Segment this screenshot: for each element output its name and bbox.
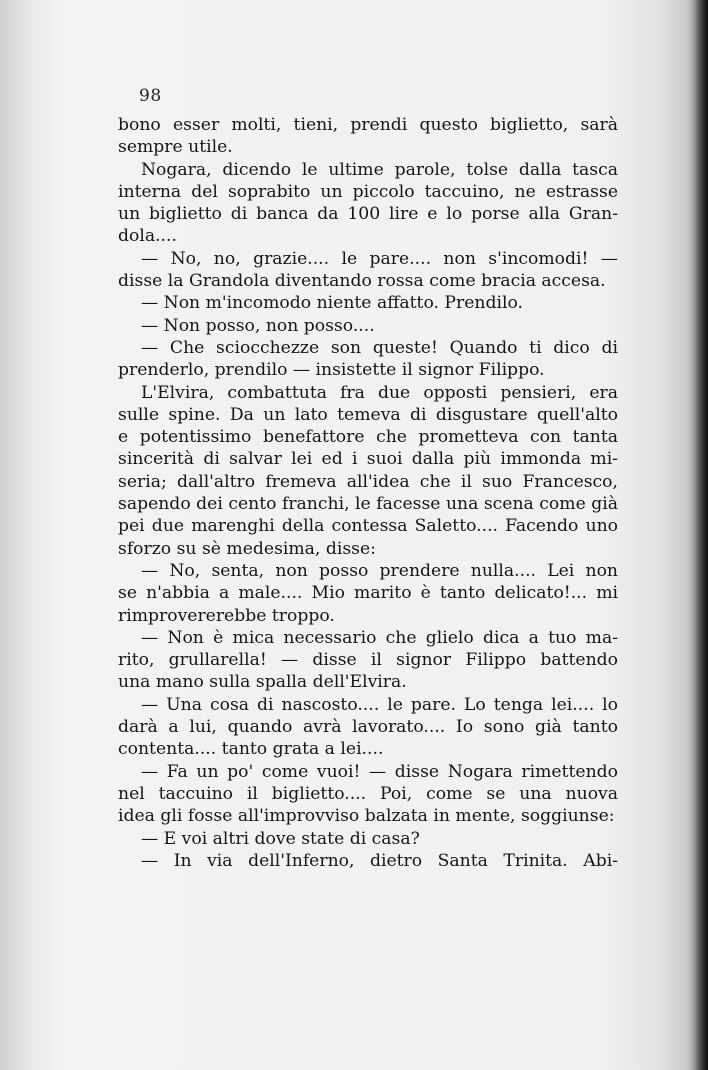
text-line: idea gli fosse all'improvviso balzata in mente, soggiunse: bbox=[118, 806, 615, 827]
text-line: — Una cosa di nascosto.... le pare. Lo tenga lei.... lo bbox=[141, 694, 618, 715]
text-line: un biglietto di banca da 100 lire e lo porse alla Gran- bbox=[118, 204, 618, 225]
text-line: — Che sciocchezze son queste! Quando ti dico di bbox=[141, 337, 618, 358]
text-line: sincerità di salvar lei ed i suoi dalla più immonda mi- bbox=[118, 449, 618, 470]
text-line: e potentissimo benefattore che prometteva con tanta bbox=[118, 427, 618, 448]
page-text bbox=[118, 114, 618, 872]
text-line: pei due marenghi della contessa Saletto.... Facendo uno bbox=[118, 516, 618, 537]
text-line: — No, senta, non posso prendere nulla.... Lei non bbox=[141, 560, 618, 581]
page-number: 98 bbox=[139, 86, 162, 106]
page-spine-shadow bbox=[686, 0, 708, 1070]
text-line: nel taccuino il biglietto.... Poi, come se una nuova bbox=[118, 783, 618, 804]
text-line: bono esser molti, tieni, prendi questo biglietto, sarà bbox=[118, 115, 618, 135]
text-line: sapendo dei cento franchi, le facesse una scena come già bbox=[118, 494, 618, 515]
text-line: — Non è mica necessario che glielo dica a tuo ma- bbox=[141, 627, 618, 648]
text-line: sempre utile. bbox=[118, 137, 233, 158]
text-line: Nogara, dicendo le ultime parole, tolse dalla tasca bbox=[141, 159, 618, 180]
text-line: — E voi altri dove state di casa? bbox=[141, 828, 420, 849]
text-line: darà a lui, quando avrà lavorato.... Io sono già tanto bbox=[118, 717, 618, 738]
text-line: sulle spine. Da un lato temeva di disgustare quell'alto bbox=[118, 404, 618, 425]
text-line: prenderlo, prendilo — insistette il signor Filippo. bbox=[118, 360, 545, 381]
text-line: — Fa un po' come vuoi! — disse Nogara rimettendo bbox=[141, 761, 618, 782]
text-line: disse la Grandola diventando rossa come bracia accesa. bbox=[118, 271, 606, 292]
text-line: dola.... bbox=[118, 226, 177, 247]
text-line: sforzo su sè medesima, disse: bbox=[118, 538, 376, 559]
text-line: rito, grullarella! — disse il signor Filippo battendo bbox=[118, 650, 618, 671]
text-line: interna del soprabito un piccolo taccuino, ne estrasse bbox=[118, 181, 618, 202]
text-line: se n'abbia a male.... Mio marito è tanto delicato!... mi bbox=[118, 583, 618, 604]
text-line: seria; dall'altro fremeva all'idea che il suo Francesco, bbox=[118, 471, 618, 492]
text-line: — Non posso, non posso.... bbox=[141, 315, 375, 336]
text-line: — No, no, grazie.... le pare.... non s'incomodi! — bbox=[141, 248, 618, 269]
text-line: contenta.... tanto grata a lei.... bbox=[118, 739, 384, 760]
text-line: — Non m'incomodo niente affatto. Prendilo. bbox=[141, 293, 523, 314]
text-line: — In via dell'Inferno, dietro Santa Trinita. Abi- bbox=[141, 850, 618, 871]
text-line: rimprovererebbe troppo. bbox=[118, 605, 335, 626]
text-line: una mano sulla spalla dell'Elvira. bbox=[118, 672, 407, 693]
text-line: L'Elvira, combattuta fra due opposti pensieri, era bbox=[141, 382, 618, 403]
